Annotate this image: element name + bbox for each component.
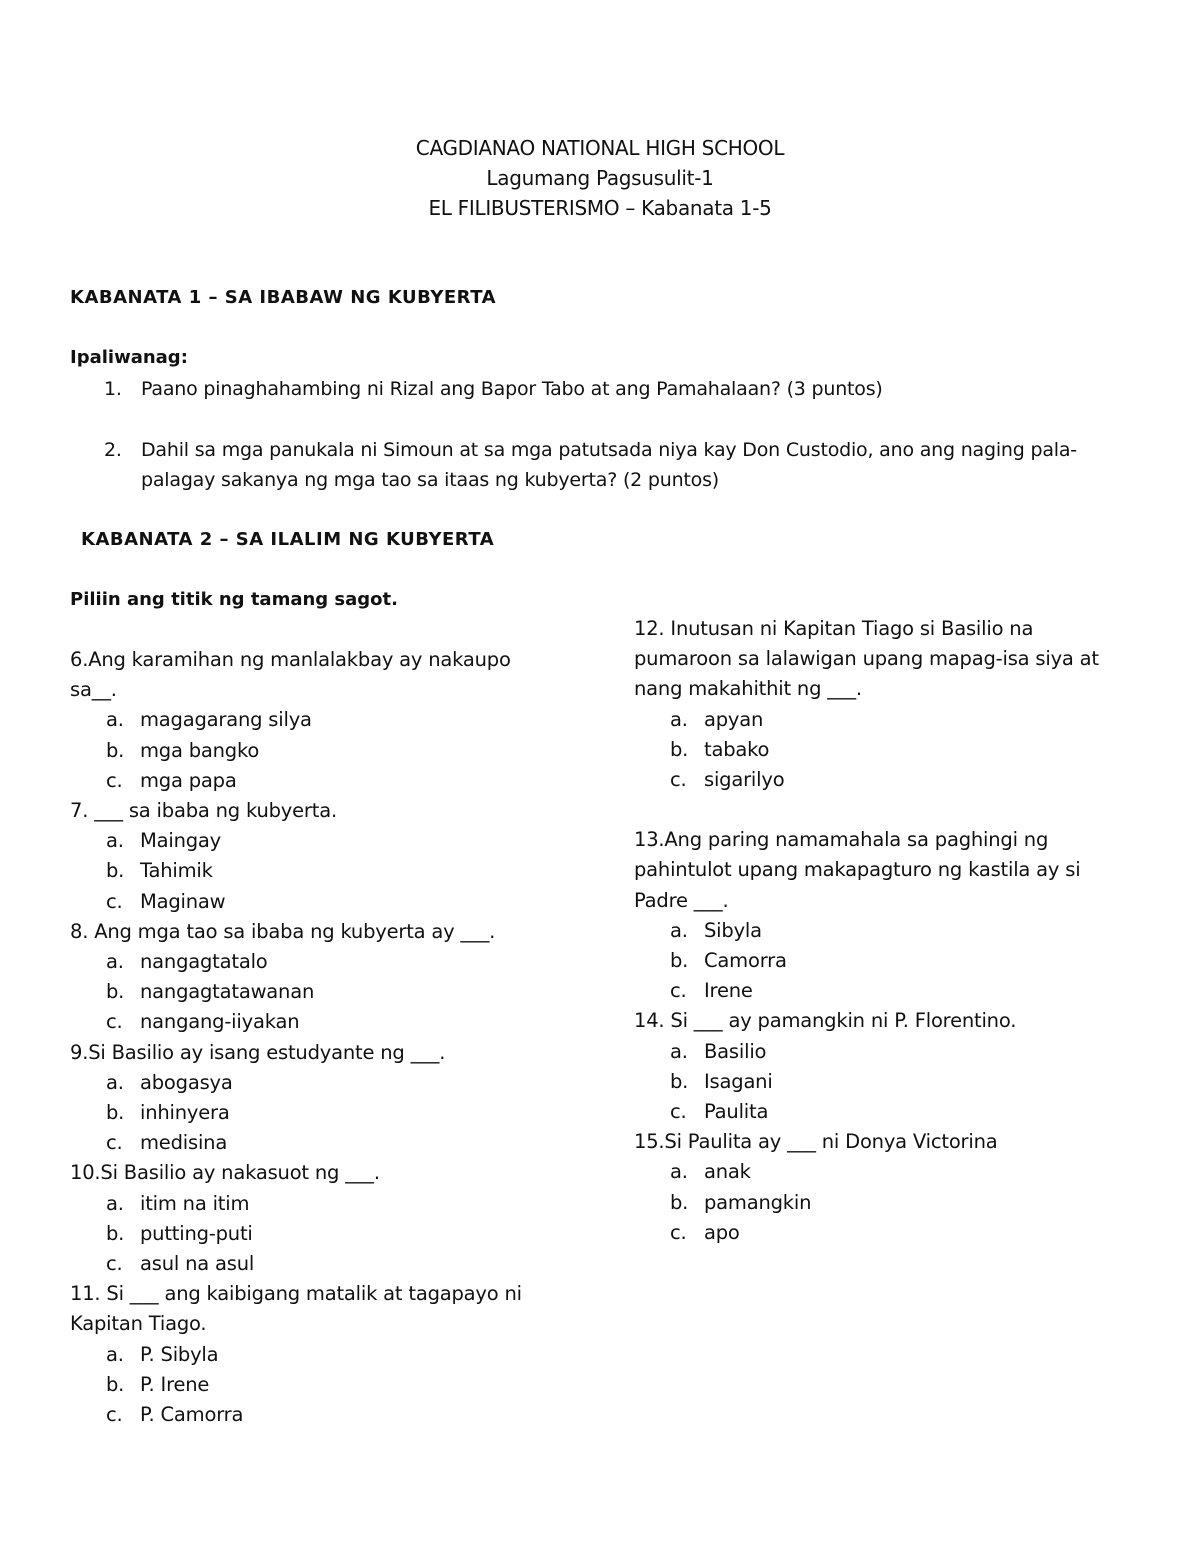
option [634,1037,1114,1067]
option-text: medisina [140,1131,228,1155]
option [70,977,550,1007]
question-block [634,825,1114,1006]
option-text: mga papa [140,768,237,792]
question-block [634,1127,1114,1248]
option-letter: c. [106,1131,123,1155]
option-text: mga bangko [140,738,260,762]
question-block [70,1038,550,1159]
option [70,1007,550,1037]
essay-question: Dahil sa mga panukala ni Simoun at sa mga patutsada niya kay Don Custodio, ano ang naging pala-palagay sakanya ng mga tao sa itaas ng kubyerta? (2 puntos) [141,439,1077,491]
option-letter: a. [106,1191,124,1215]
option [70,1128,550,1158]
question-block [634,1006,1114,1127]
option [70,1249,550,1279]
option-text: asul na asul [140,1252,255,1276]
option-letter: a. [106,1342,124,1366]
option-text: nangang-iiyakan [140,1010,300,1034]
question-block [70,645,550,796]
section2-title: KABANATA 2 – SA ILALIM NG KUBYERTA [81,529,495,550]
option-letter: a. [670,707,688,731]
option [634,1218,1114,1248]
option-letter: c. [106,768,123,792]
option-text: nangagtatalo [140,950,268,974]
option-text: Irene [704,979,753,1003]
option-text: nangagtatawanan [140,980,315,1004]
option [634,735,1114,765]
option-letter: b. [106,1101,125,1125]
option-letter: c. [106,1252,123,1276]
subject-title: EL FILIBUSTERISMO – Kabanata 1-5 [428,196,772,220]
question-text: 7. ___ sa ibaba ng kubyerta. [70,799,337,823]
option [634,1097,1114,1127]
option [634,1157,1114,1187]
option-text: Paulita [704,1100,769,1124]
question-block [70,1158,550,1279]
option [634,705,1114,735]
option [634,976,1114,1006]
option [70,766,550,796]
option-text: pamangkin [704,1190,812,1214]
option-letter: a. [106,829,124,853]
section1-instruction: Ipaliwanag: [70,347,188,368]
option-text: inhinyera [140,1101,230,1125]
option-text: Sibyla [704,918,762,942]
option [70,1098,550,1128]
option-letter: b. [106,859,125,883]
option [70,887,550,917]
option-letter: b. [106,738,125,762]
option-letter: c. [106,1403,123,1427]
question-text: 6.Ang karamihan ng manlalakbay ay nakaupo sa__. [70,648,511,702]
option-text: tabako [704,737,770,761]
option-text: sigarilyo [704,768,785,792]
option-letter: c. [670,979,687,1003]
question-text: 8. Ang mga tao sa ibaba ng kubyerta ay ___. [70,919,496,943]
question-text: 9.Si Basilio ay isang estudyante ng ___. [70,1040,446,1064]
option-letter: a. [670,918,688,942]
option-text: apo [704,1220,740,1244]
option-letter: c. [670,1100,687,1124]
option-letter: b. [106,1372,125,1396]
option-letter: c. [670,1220,687,1244]
option-letter: b. [670,737,689,761]
option [70,1068,550,1098]
option-text: anak [704,1160,751,1184]
option-text: Maingay [140,829,222,853]
option [70,856,550,886]
option-letter: b. [106,980,125,1004]
option-letter: a. [106,708,124,732]
option-text: magagarang silya [140,708,312,732]
option-text: itim na itim [140,1191,250,1215]
option-text: abogasya [140,1070,233,1094]
essay-item [104,435,1114,495]
option-letter: b. [670,1190,689,1214]
option [70,1189,550,1219]
question-text: 11. Si ___ ang kaibigang matalik at tagapayo ni Kapitan Tiago. [70,1282,522,1336]
option-letter: a. [106,950,124,974]
section2-instruction: Piliin ang titik ng tamang sagot. [70,589,398,610]
essay-question: Paano pinaghahambing ni Rizal ang Bapor Tabo at ang Pamahalaan? (3 puntos) [141,378,883,400]
right-column [634,614,1114,1248]
question-text: 10.Si Basilio ay nakasuot ng ___. [70,1161,380,1185]
option [70,1400,550,1430]
question-block [70,1279,550,1430]
question-text: 14. Si ___ ay pamangkin ni P. Florentino. [634,1009,1017,1033]
option [634,765,1114,795]
option-text: putting-puti [140,1221,253,1245]
option [634,946,1114,976]
option [70,1340,550,1370]
option [70,736,550,766]
question-block [634,614,1114,795]
option [70,947,550,977]
option-letter: c. [106,889,123,913]
option-text: Tahimik [140,859,213,883]
option [634,916,1114,946]
option-text: Isagani [704,1069,773,1093]
option [70,1370,550,1400]
option [634,1067,1114,1097]
option-letter: b. [670,1069,689,1093]
left-column [70,645,550,1430]
option [634,1188,1114,1218]
question-text: 15.Si Paulita ay ___ ni Donya Victorina [634,1130,998,1154]
option-letter: c. [106,1010,123,1034]
option-letter: a. [106,1070,124,1094]
question-text: 12. Inutusan ni Kapitan Tiago si Basilio na pumaroon sa lalawigan upang mapag-isa siya at nang makahithit ng ___. [634,617,1099,701]
test-title: Lagumang Pagsusulit-1 [486,166,714,190]
option-letter: a. [670,1039,688,1063]
option [70,705,550,735]
option-text: Basilio [704,1039,767,1063]
essay-item [104,374,1114,404]
option-letter: c. [670,768,687,792]
option-text: P. Camorra [140,1403,244,1427]
option-text: Maginaw [140,889,226,913]
school-name: CAGDIANAO NATIONAL HIGH SCHOOL [415,136,785,160]
spacer [634,795,1114,825]
option-text: P. Sibyla [140,1342,219,1366]
option-text: Camorra [704,949,787,973]
section1-title: KABANATA 1 – SA IBABAW NG KUBYERTA [70,287,497,308]
option [70,826,550,856]
question-block [70,917,550,1038]
option-text: apyan [704,707,764,731]
option-letter: b. [106,1221,125,1245]
question-text: 13.Ang paring namamahala sa paghingi ng pahintulot upang makapagturo ng kastila ay si Padre ___. [634,828,1081,912]
option-letter: a. [670,1160,688,1184]
option-letter: b. [670,949,689,973]
question-block [70,796,550,917]
essay-number: 1. [104,378,122,400]
option-text: P. Irene [140,1372,210,1396]
essay-number: 2. [104,439,122,461]
option [70,1219,550,1249]
